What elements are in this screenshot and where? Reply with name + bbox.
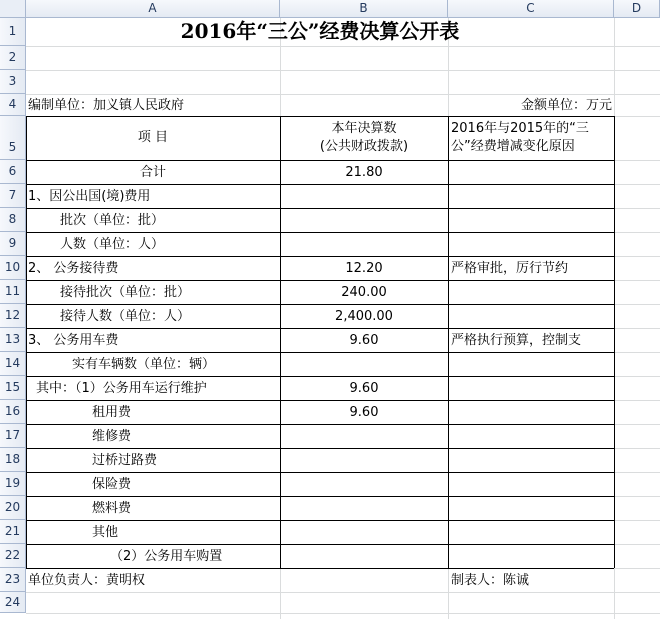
- gridline: [26, 94, 660, 95]
- header-amount-line2[interactable]: (公共财政拨款): [319, 139, 409, 154]
- table-cell-item[interactable]: 保险费: [92, 477, 132, 492]
- table-cell-amount[interactable]: 2,400.00: [335, 309, 393, 324]
- table-border: [26, 256, 614, 257]
- header-amount-line1[interactable]: 本年决算数: [331, 121, 397, 136]
- row-header-9[interactable]: 9: [0, 232, 26, 256]
- table-cell-item[interactable]: 接待人数（单位：人）: [60, 309, 191, 324]
- table-cell-item[interactable]: 其他: [92, 525, 119, 540]
- table-cell-item[interactable]: 1、因公出国(境)费用: [28, 189, 151, 204]
- column-header-b[interactable]: B: [280, 0, 448, 18]
- table-border: [26, 424, 614, 425]
- column-header-c[interactable]: C: [448, 0, 614, 18]
- row-header-6[interactable]: 6: [0, 160, 26, 184]
- row-header-1[interactable]: 1: [0, 18, 26, 46]
- table-border: [26, 304, 614, 305]
- table-cell-item[interactable]: 燃料费: [92, 501, 132, 516]
- unit-org-label[interactable]: 编制单位：加义镇人民政府: [28, 98, 185, 113]
- table-border: [26, 448, 614, 449]
- gridline: [26, 592, 660, 593]
- table-cell-amount[interactable]: 12.20: [345, 261, 383, 276]
- table-cell-item[interactable]: 3、 公务用车费: [28, 333, 119, 348]
- column-header-a[interactable]: A: [26, 0, 280, 18]
- row-header-13[interactable]: 13: [0, 328, 26, 352]
- table-cell-item[interactable]: 2、 公务接待费: [28, 261, 119, 276]
- amount-unit-label[interactable]: 金额单位：万元: [520, 98, 612, 113]
- table-border: [26, 232, 614, 233]
- table-border: [26, 116, 614, 117]
- row-header-21[interactable]: 21: [0, 520, 26, 544]
- table-cell-item[interactable]: 批次（单位：批）: [60, 213, 165, 228]
- table-cell-amount[interactable]: 240.00: [341, 285, 387, 300]
- row-header-10[interactable]: 10: [0, 256, 26, 280]
- table-border: [26, 208, 614, 209]
- table-cell-item[interactable]: 维修费: [92, 429, 132, 444]
- table-cell-amount[interactable]: 21.80: [345, 165, 383, 180]
- table-border: [26, 568, 614, 569]
- table-cell-item[interactable]: 过桥过路费: [92, 453, 158, 468]
- row-header-11[interactable]: 11: [0, 280, 26, 304]
- table-cell-item[interactable]: （2）公务用车购置: [110, 549, 223, 564]
- table-cell-amount[interactable]: 9.60: [349, 381, 379, 396]
- row-header-12[interactable]: 12: [0, 304, 26, 328]
- footer-preparer[interactable]: 制表人：陈诚: [451, 573, 530, 588]
- table-cell-item[interactable]: 接待批次（单位：批）: [60, 285, 191, 300]
- row-header-3[interactable]: 3: [0, 70, 26, 94]
- table-border: [26, 544, 614, 545]
- row-header-23[interactable]: 23: [0, 568, 26, 592]
- gridline: [26, 613, 660, 614]
- row-header-20[interactable]: 20: [0, 496, 26, 520]
- header-item[interactable]: 项 目: [137, 130, 169, 145]
- gridline: [26, 70, 660, 71]
- column-header-d[interactable]: D: [614, 0, 660, 18]
- row-header-22[interactable]: 22: [0, 544, 26, 568]
- row-header-24[interactable]: 24: [0, 592, 26, 613]
- row-header-16[interactable]: 16: [0, 400, 26, 424]
- table-cell-item[interactable]: 其中：（1）公务用车运行维护: [36, 381, 207, 396]
- table-cell-amount[interactable]: 9.60: [349, 405, 379, 420]
- table-cell-item[interactable]: 合计: [139, 165, 166, 180]
- row-header-19[interactable]: 19: [0, 472, 26, 496]
- table-border: [26, 280, 614, 281]
- row-header-4[interactable]: 4: [0, 94, 26, 116]
- table-border: [26, 160, 614, 161]
- table-cell-item[interactable]: 人数（单位：人）: [60, 237, 165, 252]
- table-border: [26, 520, 614, 521]
- page-title[interactable]: 2016年“三公”经费决算公开表: [180, 19, 460, 43]
- table-cell-amount[interactable]: 9.60: [349, 333, 379, 348]
- cell-grid[interactable]: [26, 18, 660, 619]
- header-reason-line1[interactable]: 2016年与2015年的“三: [451, 121, 589, 136]
- table-border: [26, 400, 614, 401]
- table-cell-item[interactable]: 租用费: [92, 405, 132, 420]
- row-header-8[interactable]: 8: [0, 208, 26, 232]
- row-header-14[interactable]: 14: [0, 352, 26, 376]
- table-border: [26, 496, 614, 497]
- gridline: [26, 46, 660, 47]
- table-border: [26, 352, 614, 353]
- table-border: [614, 116, 615, 568]
- table-border: [26, 184, 614, 185]
- row-header-5[interactable]: 5: [0, 116, 26, 160]
- table-border: [26, 472, 614, 473]
- footer-responsible[interactable]: 单位负责人：黄明权: [28, 573, 146, 588]
- row-header-2[interactable]: 2: [0, 46, 26, 70]
- row-header-7[interactable]: 7: [0, 184, 26, 208]
- select-all-corner[interactable]: [0, 0, 26, 18]
- table-cell-item[interactable]: 实有车辆数（单位：辆）: [72, 357, 216, 372]
- table-cell-reason[interactable]: 严格审批，厉行节约: [451, 261, 569, 276]
- table-border: [26, 328, 614, 329]
- row-header-17[interactable]: 17: [0, 424, 26, 448]
- row-header-18[interactable]: 18: [0, 448, 26, 472]
- row-header-15[interactable]: 15: [0, 376, 26, 400]
- table-cell-reason[interactable]: 严格执行预算，控制支: [451, 333, 582, 348]
- header-reason-line2[interactable]: 公”经费增减变化原因: [451, 139, 575, 154]
- table-border: [26, 376, 614, 377]
